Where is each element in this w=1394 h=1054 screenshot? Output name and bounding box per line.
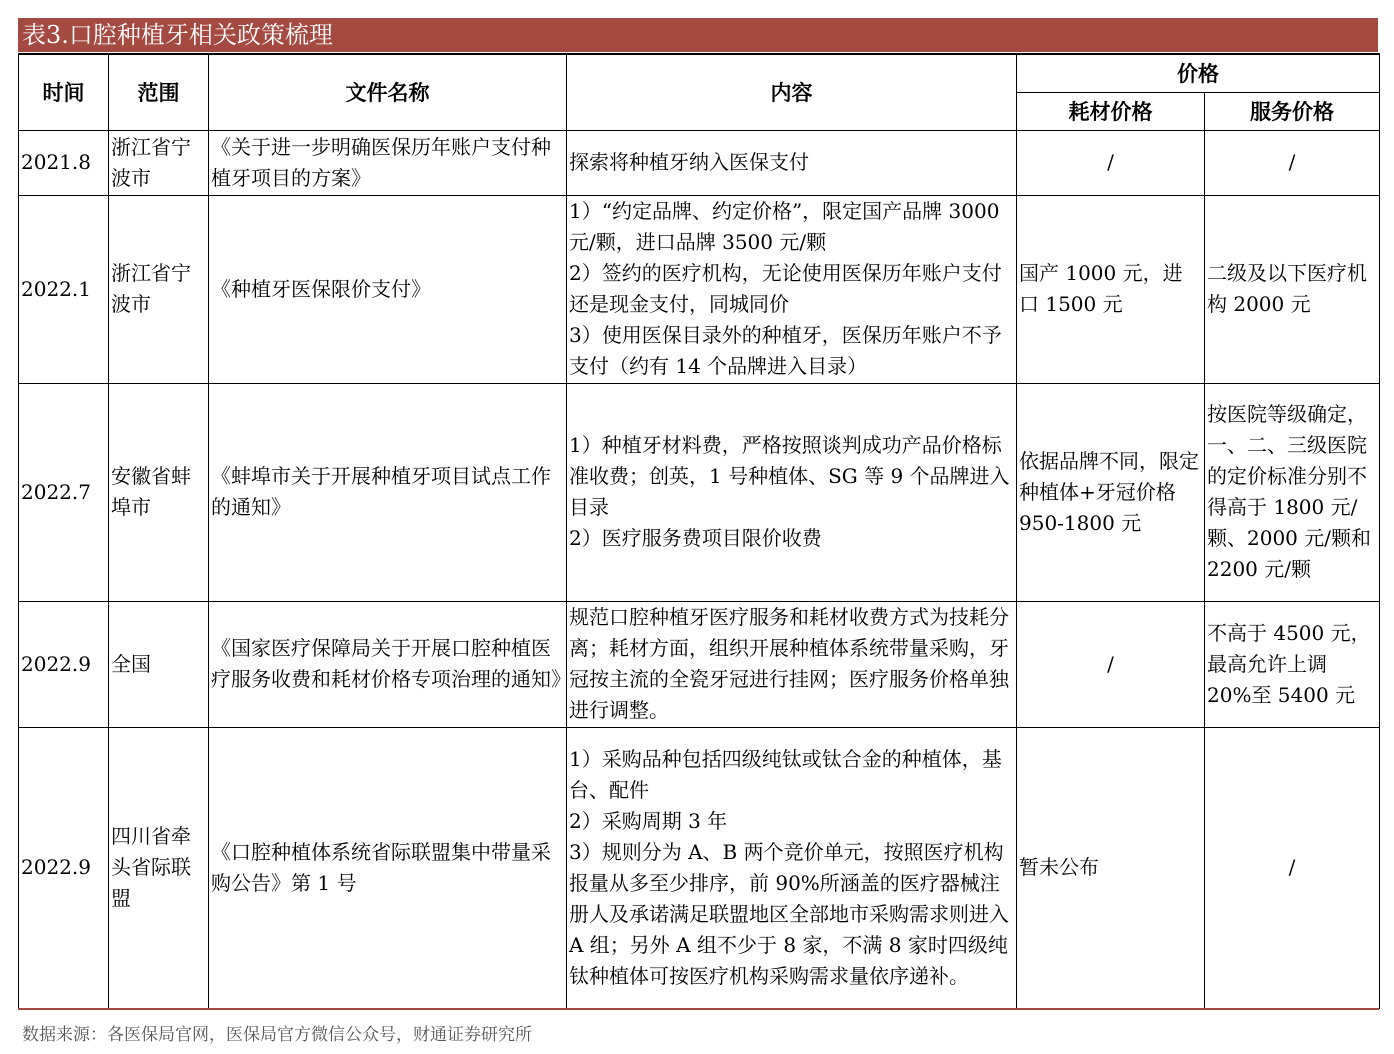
cell-time: 2022.1 [19, 195, 109, 383]
table-row [19, 383, 1380, 601]
policy-table [18, 53, 1380, 1009]
cell-scope: 四川省牵头省际联盟 [109, 727, 209, 1008]
cell-content [567, 383, 1017, 601]
content-line: 1）采购品种包括四级纯钛或钛合金的种植体，基台、配件 [569, 746, 1002, 802]
content-line: 1）“约定品牌、约定价格”，限定国产品牌 3000 元/颗，进口品牌 3500 元/颗 [569, 199, 1006, 254]
cell-scope: 安徽省蚌埠市 [109, 383, 209, 601]
cell-content [567, 601, 1017, 727]
cell-content [567, 130, 1017, 195]
cell-document: 《口腔种植体系统省际联盟集中带量采购公告》第 1 号 [209, 727, 567, 1008]
bottom-divider [18, 1008, 1379, 1010]
table-row [19, 601, 1380, 727]
table-row [19, 130, 1380, 195]
cell-content [567, 195, 1017, 383]
header-content: 内容 [567, 54, 1017, 130]
table-row [19, 195, 1380, 383]
cell-material-price: 暂未公布 [1017, 727, 1205, 1008]
cell-service-price: 按医院等级确定，一、二、三级医院的定价标准分别不得高于 1800 元/颗、2000 元/颗和 2200 元/颗 [1205, 383, 1380, 601]
cell-document: 《种植牙医保限价支付》 [209, 195, 567, 383]
header-material-price: 耗材价格 [1017, 92, 1205, 130]
cell-material-price: / [1017, 601, 1205, 727]
cell-scope: 全国 [109, 601, 209, 727]
cell-material-price: 国产 1000 元，进口 1500 元 [1017, 195, 1205, 383]
content-line: 规范口腔种植牙医疗服务和耗材收费方式为技耗分离；耗材方面，组织开展种植体系统带量采购，牙冠按主流的全瓷牙冠进行挂网；医疗服务价格单独进行调整。 [569, 605, 1009, 722]
cell-time: 2022.7 [19, 383, 109, 601]
header-time: 时间 [19, 54, 109, 130]
table-title: 表3.口腔种植牙相关政策梳理 [18, 18, 1378, 52]
content-line: 1）种植牙材料费，严格按照谈判成功产品价格标准收费；创英，1 号种植体、SG 等 9 个品牌进入目录 [569, 433, 1010, 519]
cell-document: 《蚌埠市关于开展种植牙项目试点工作的通知》 [209, 383, 567, 601]
cell-content [567, 727, 1017, 1008]
source-note: 数据来源：各医保局官网，医保局官方微信公众号，财通证券研究所 [22, 1025, 532, 1045]
cell-service-price: 不高于 4500 元，最高允许上调 20%至 5400 元 [1205, 601, 1380, 727]
cell-scope: 浙江省宁波市 [109, 130, 209, 195]
content-line: 2）医疗服务费项目限价收费 [569, 526, 822, 550]
cell-service-price: / [1205, 727, 1380, 1008]
content-line: 2）采购周期 3 年 [569, 808, 728, 833]
content-line: 探索将种植牙纳入医保支付 [569, 150, 809, 174]
cell-document: 《国家医疗保障局关于开展口腔种植医疗服务收费和耗材价格专项治理的通知》 [209, 601, 567, 727]
content-line: 2）签约的医疗机构，无论使用医保历年账户支付还是现金支付，同城同价 [569, 261, 1002, 316]
cell-time: 2022.9 [19, 727, 109, 1008]
table-row [19, 727, 1380, 1008]
content-line: 3）规则分为 A、B 两个竞价单元，按照医疗机构报量从多至少排序，前 90%所涵盖的医疗器械注册人及承诺满足联盟地区全部地市采购需求则进入 A 组；另外 A 组不少于 8 家，不满 8 家时四级纯钛种植体可按医疗机构采购需求量依序递补。 [569, 839, 1016, 988]
header-scope: 范围 [109, 54, 209, 130]
cell-document: 《关于进一步明确医保历年账户支付种植牙项目的方案》 [209, 130, 567, 195]
cell-time: 2021.8 [19, 130, 109, 195]
header-document: 文件名称 [209, 54, 567, 130]
header-service-price: 服务价格 [1205, 92, 1380, 130]
cell-time: 2022.9 [19, 601, 109, 727]
cell-material-price: / [1017, 130, 1205, 195]
header-price: 价格 [1017, 54, 1380, 92]
cell-material-price: 依据品牌不同，限定种植体+牙冠价格 950-1800 元 [1017, 383, 1205, 601]
cell-service-price: / [1205, 130, 1380, 195]
cell-scope: 浙江省宁波市 [109, 195, 209, 383]
content-line: 3）使用医保目录外的种植牙，医保历年账户不予支付（约有 14 个品牌进入目录） [569, 323, 1002, 378]
cell-service-price: 二级及以下医疗机构 2000 元 [1205, 195, 1380, 383]
